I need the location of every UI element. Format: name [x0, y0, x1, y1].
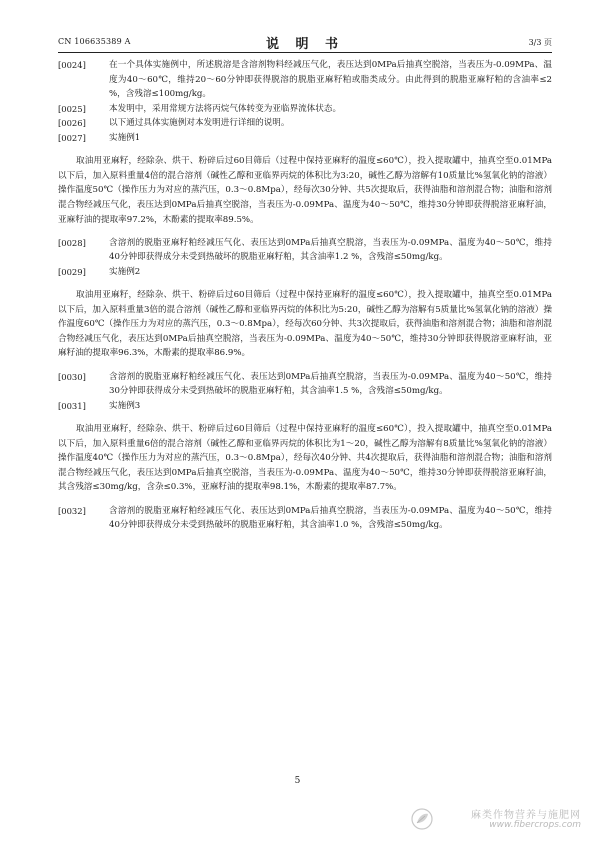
page-indicator: 3/3 页 [528, 38, 552, 47]
paragraph-0025 [58, 102, 552, 117]
paragraph-0032 [58, 504, 552, 533]
paragraph-text: 含溶剂的脱脂亚麻籽粕经减压气化、表压达到0MPa后抽真空脱溶，当表压为-0.09MPa、温度为40～50℃，维持40分钟即获得成分未受到热破坏的脱脂亚麻籽粕，其含油率1.2 %，含残溶≤50mg/kg。 [109, 237, 552, 263]
page-header [58, 33, 552, 51]
paragraph-0026 [58, 116, 552, 131]
paragraph-number: [0032] [58, 505, 86, 516]
paragraph-0030 [58, 370, 552, 399]
paragraph-number: [0024] [58, 60, 86, 70]
paragraph-0024 [58, 58, 552, 102]
example-2-body: 取油用亚麻籽，经除杂、烘干、粉碎后过60目筛后（过程中保持亚麻籽的温度≤60℃），投入提取罐中，抽真空至0.01MPa以下后，加入原料重量3倍的混合溶剂（碱性乙醇和亚临界丙烷的体积比为5:20，碱性乙醇为溶解有5质量比%氢氧化钠的溶液）操作温度60℃（操作压力为对应的蒸汽压，0.3～0.8Mpa），经每次60分钟、共3次提取后，获得油脂和溶剂混合物；油脂和溶剂混合物经减压气化，表压达到0MPa后抽真空脱溶，当表压为-0.09MPa、温度为40～50℃，维持30分钟即获得脱溶亚麻籽油，亚麻籽油的提取率96.3%，木酚素的提取率86.9%。 [58, 290, 552, 359]
example-heading: 实施例1 [109, 132, 141, 143]
example-1-body: 取油用亚麻籽，经除杂、烘干、粉碎后过60目筛后（过程中保持亚麻籽的温度≤60℃），投入提取罐中，抽真空至0.01MPa以下后，加入原料重量4倍的混合溶剂（碱性乙醇和亚临界丙烷的体积比为3:20，碱性乙醇为溶解有10质量比%氢氧化钠的溶液）操作温度50℃（操作压力为对应的蒸汽压，0.3～0.8Mpa），经每次30分钟、共5次提取后，获得油脂和溶剂混合物；油脂和溶剂混合物经减压气化，表压达到0MPa后抽真空脱溶，当表压为-0.09MPa、温度为40～50℃，维持30分钟即获得脱溶亚麻籽油，亚麻籽油的提取率97.2%，木酚素的提取率89.5%。 [58, 156, 552, 225]
example-3-body: 取油用亚麻籽，经除杂、烘干、粉碎后过60目筛后（过程中保持亚麻籽的温度≤60℃），投入提取罐中，抽真空至0.01MPa以下后，加入原料重量6倍的混合溶剂（碱性乙醇和亚临界丙烷的体积比为1～20，碱性乙醇为溶解有8质量比%氢氧化钠的溶液）操作温度40℃（操作压力为对应的蒸汽压，0.3～0.8Mpa），经每次40分钟、共4次提取后，获得油脂和溶剂混合物；油脂和溶剂混合物经减压气化，表压达到0MPa后抽真空脱溶，当表压为-0.09MPa、温度为40～50℃，维持30分钟即获得脱溶亚麻籽油，其含残溶≤30mg/kg，含杂≤0.3%，亚麻籽油的提取率98.1%，木酚素的提取率87.7%。 [58, 424, 552, 493]
paragraph-number: [0029] [58, 266, 86, 277]
leaf-logo-icon [411, 808, 433, 830]
paragraph-number: [0028] [58, 237, 86, 248]
page-number: 5 [294, 776, 301, 786]
paragraph-text: 含溶剂的脱脂亚麻籽粕经减压气化、表压达到0MPa后抽真空脱溶，当表压为-0.09MPa、温度为40～50℃，维持30分钟即获得成分未受到热破坏的脱脂亚麻籽粕，其含油率1.5 %，含残溶≤50mg/kg。 [109, 371, 552, 397]
paragraph-number: [0031] [58, 400, 86, 411]
paragraph-0029 [58, 265, 552, 280]
paragraph-number: [0026] [58, 118, 86, 129]
site-watermark [411, 804, 581, 834]
document-body [58, 58, 552, 533]
header-divider [58, 52, 552, 53]
paragraph-number: [0025] [58, 103, 86, 114]
document-title: 说 明 书 [265, 37, 345, 52]
example-heading: 实施例3 [109, 400, 141, 411]
paragraph-number: [0030] [58, 371, 86, 382]
paragraph-text: 本发明中，采用常规方法将丙烷气体转变为亚临界流体状态。 [109, 103, 342, 114]
paragraph-0031 [58, 399, 552, 414]
paragraph-text: 以下通过具体实施例对本发明进行详细的说明。 [109, 118, 290, 129]
paragraph-0027 [58, 131, 552, 146]
patent-number: CN 106635389 A [58, 37, 131, 46]
watermark-url: www.fibercrops.com [489, 820, 581, 830]
paragraph-number: [0027] [58, 132, 86, 143]
example-heading: 实施例2 [109, 266, 141, 277]
paragraph-0028 [58, 236, 552, 265]
paragraph-text: 在一个具体实施例中，所述脱溶是含溶剂物料经减压气化，表压达到0MPa后抽真空脱溶，当表压为-0.09MPa、温度为40～60℃，维持20～60分钟即获得脱溶的脱脂亚麻籽粕或脂类成分。由此得到的脱脂亚麻籽粕的含油率≤2 %，含残溶≤100mg/kg。 [109, 60, 552, 100]
watermark-site-name: 麻类作物营养与施肥网 [471, 810, 581, 821]
paragraph-text: 含溶剂的脱脂亚麻籽粕经减压气化、表压达到0MPa后抽真空脱溶，当表压为-0.09MPa、温度为40～50℃，维持40分钟即获得成分未受到热破坏的脱脂亚麻籽粕，其含油率1.0 %，含残溶≤50mg/kg。 [109, 505, 552, 531]
